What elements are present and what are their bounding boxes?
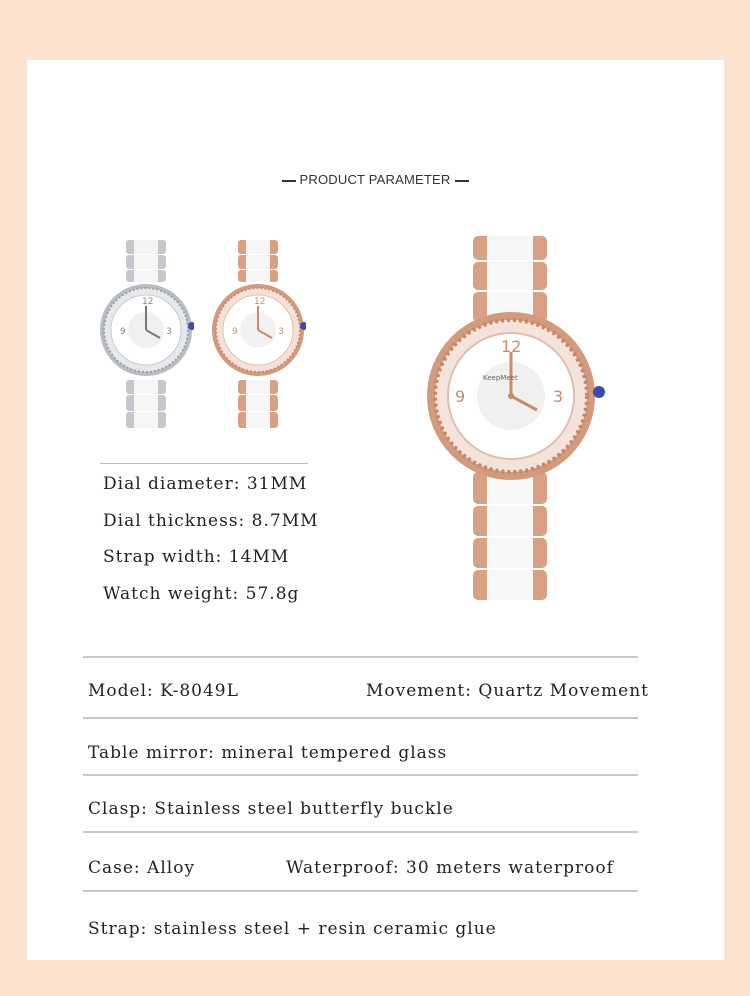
table-rule-2 [83,717,638,719]
svg-text:12: 12 [142,297,154,307]
strap-top [126,240,166,282]
svg-text:12: 12 [501,337,522,356]
specs-divider [100,463,308,464]
strap-bottom [126,380,166,428]
table-rule-3 [83,774,638,776]
strap-top [238,240,278,282]
svg-text:9: 9 [232,327,238,337]
strap-top [473,236,547,322]
svg-text:9: 9 [120,327,126,337]
param-clasp: Clasp: Stainless steel butterfly buckle [88,799,454,819]
section-title [0,172,750,187]
strap-bottom [473,472,547,600]
spec-watch-weight: Watch weight: 57.8g [103,584,300,604]
title-dash-left [282,180,296,182]
watch-image-rose-large [425,234,605,604]
brand-mark: KeepMeet [483,374,518,382]
table-rule-5 [83,890,638,892]
spec-dial-diameter: Dial diameter: 31MM [103,474,308,494]
strap-bottom [238,380,278,428]
param-model: Model: K-8049L [88,681,239,701]
spec-strap-width: Strap width: 14MM [103,547,290,567]
param-table-mirror: Table mirror: mineral tempered glass [88,743,448,763]
watch-image-rose-small [210,238,306,432]
table-rule-1 [83,656,638,658]
svg-text:3: 3 [553,387,564,406]
table-rule-4 [83,831,638,833]
product-card [27,60,724,960]
title-text: PRODUCT PARAMETER [299,172,451,187]
param-strap: Strap: stainless steel + resin ceramic glue [88,919,497,939]
param-case: Case: Alloy [88,858,196,878]
svg-text:12: 12 [254,297,266,307]
svg-text:3: 3 [166,327,172,337]
title-dash-right [455,180,469,182]
svg-text:9: 9 [455,387,466,406]
spec-dial-thickness: Dial thickness: 8.7MM [103,511,319,531]
param-waterproof: Waterproof: 30 meters waterproof [286,858,614,878]
param-movement: Movement: Quartz Movement [366,681,650,701]
svg-text:3: 3 [278,327,284,337]
watch-image-silver [98,238,194,432]
